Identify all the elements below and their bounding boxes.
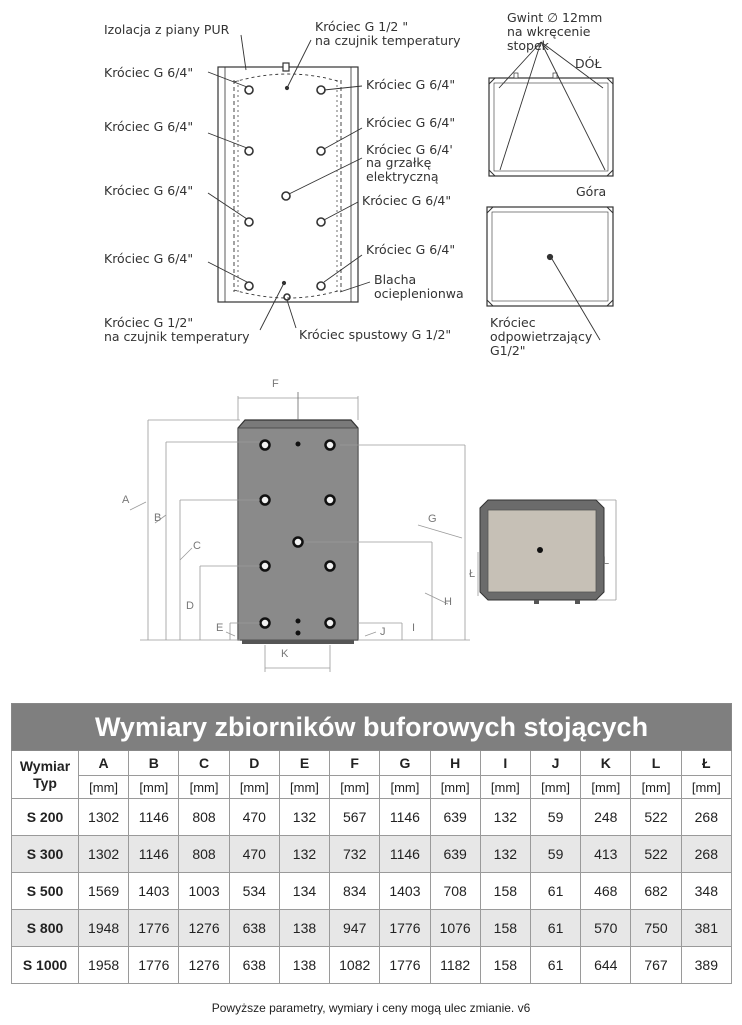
label-vent-2: odpowietrzający [490, 329, 593, 344]
value-cell: 644 [581, 947, 631, 984]
value-cell: 61 [530, 910, 580, 947]
column-header: I [480, 751, 530, 776]
dim-D: D [186, 600, 194, 612]
value-cell: 132 [279, 836, 329, 873]
column-header: K [581, 751, 631, 776]
value-cell: 138 [279, 947, 329, 984]
label-thread-3: stopek [507, 38, 549, 53]
tank-side-top-view [480, 500, 604, 604]
value-cell: 1182 [430, 947, 480, 984]
value-cell: 470 [229, 836, 279, 873]
dim-E: E [216, 622, 224, 634]
value-cell: 132 [480, 799, 530, 836]
value-cell: 1082 [330, 947, 380, 984]
value-cell: 1146 [380, 799, 430, 836]
value-cell: 470 [229, 799, 279, 836]
value-cell: 750 [631, 910, 681, 947]
table-row [12, 799, 732, 836]
unit-cell: [mm] [79, 776, 129, 799]
tank-section-view [208, 35, 370, 330]
unit-cell: [mm] [530, 776, 580, 799]
table-title: Wymiary zbiorników buforowych stojących [12, 704, 732, 751]
value-cell: 732 [330, 836, 380, 873]
unit-cell: [mm] [179, 776, 229, 799]
table-row [12, 947, 732, 984]
value-cell: 248 [581, 799, 631, 836]
label-port-left-3: Króciec G 6/4" [104, 183, 194, 198]
label-port-right-3: Króciec G 6/4" [362, 193, 452, 208]
label-port-right-2: Króciec G 6/4" [366, 115, 456, 130]
value-cell: 381 [681, 910, 731, 947]
corner-cell [12, 751, 79, 799]
value-cell: 1403 [380, 873, 430, 910]
label-sensor-bottom-1: Króciec G 1/2" [104, 315, 194, 330]
table-body [12, 751, 732, 984]
value-cell: 1776 [380, 947, 430, 984]
label-port-right-4: Króciec G 6/4" [366, 242, 456, 257]
value-cell: 1569 [79, 873, 129, 910]
value-cell: 348 [681, 873, 731, 910]
dim-H: H [444, 596, 452, 608]
value-cell: 567 [330, 799, 380, 836]
value-cell: 268 [681, 836, 731, 873]
value-cell: 1276 [179, 947, 229, 984]
label-heater-3: elektryczną [366, 169, 439, 184]
column-header: J [530, 751, 580, 776]
value-cell: 1302 [79, 836, 129, 873]
unit-cell: [mm] [430, 776, 480, 799]
type-cell: S 200 [12, 799, 79, 836]
label-top-view: Góra [576, 184, 607, 199]
label-thread-1: Gwint ∅ 12mm [507, 10, 603, 25]
column-header: B [129, 751, 179, 776]
unit-cell: [mm] [129, 776, 179, 799]
value-cell: 522 [631, 799, 681, 836]
value-cell: 638 [229, 947, 279, 984]
value-cell: 808 [179, 836, 229, 873]
value-cell: 132 [279, 799, 329, 836]
value-cell: 132 [480, 836, 530, 873]
value-cell: 1776 [129, 910, 179, 947]
type-cell: S 800 [12, 910, 79, 947]
label-sensor-top-1: Króciec G 1/2 " [315, 19, 409, 34]
footnote: Powyższe parametry, wymiary i ceny mogą ulec zmianie. v6 [211, 1001, 531, 1015]
corner-label-dimension: Wymiar [19, 757, 71, 774]
value-cell: 1948 [79, 910, 129, 947]
label-sheet-2: ocieplenionwa [374, 286, 464, 301]
type-cell: S 500 [12, 873, 79, 910]
label-port-left-4: Króciec G 6/4" [104, 251, 194, 266]
column-header: A [79, 751, 129, 776]
dim-B: B [154, 512, 162, 524]
column-header: E [279, 751, 329, 776]
dim-G: G [428, 513, 437, 525]
value-cell: 1403 [129, 873, 179, 910]
value-cell: 1958 [79, 947, 129, 984]
unit-cell: [mm] [330, 776, 380, 799]
value-cell: 389 [681, 947, 731, 984]
label-sensor-top-2: na czujnik temperatury [315, 33, 461, 48]
value-cell: 834 [330, 873, 380, 910]
label-bottom-view: DÓŁ [575, 56, 602, 71]
label-heater-1: Króciec G 6/4' [366, 142, 453, 157]
value-cell: 767 [631, 947, 681, 984]
dim-L2: Ł [469, 568, 476, 580]
type-cell: S 300 [12, 836, 79, 873]
value-cell: 1776 [380, 910, 430, 947]
unit-cell: [mm] [480, 776, 530, 799]
label-sheet-1: Blacha [374, 272, 417, 287]
value-cell: 639 [430, 836, 480, 873]
table-row [12, 910, 732, 947]
value-cell: 947 [330, 910, 380, 947]
value-cell: 61 [530, 873, 580, 910]
dimensions-table [11, 703, 732, 984]
column-header: Ł [681, 751, 731, 776]
value-cell: 1146 [380, 836, 430, 873]
value-cell: 570 [581, 910, 631, 947]
type-cell: S 1000 [12, 947, 79, 984]
value-cell: 468 [581, 873, 631, 910]
column-header: F [330, 751, 380, 776]
value-cell: 1146 [129, 799, 179, 836]
value-cell: 1276 [179, 910, 229, 947]
value-cell: 134 [279, 873, 329, 910]
value-cell: 268 [681, 799, 731, 836]
label-port-left-1: Króciec G 6/4" [104, 65, 194, 80]
dim-C: C [193, 540, 201, 552]
value-cell: 158 [480, 873, 530, 910]
label-sensor-bottom-2: na czujnik temperatury [104, 329, 250, 344]
dim-L: L [603, 555, 610, 567]
value-cell: 638 [229, 910, 279, 947]
tank-front-view [238, 420, 358, 644]
dim-J: J [380, 626, 386, 638]
corner-label-type: Typ [33, 774, 57, 791]
value-cell: 522 [631, 836, 681, 873]
column-header: L [631, 751, 681, 776]
unit-cell: [mm] [581, 776, 631, 799]
label-vent-3: G1/2" [490, 343, 526, 358]
value-cell: 1302 [79, 799, 129, 836]
unit-cell: [mm] [631, 776, 681, 799]
dim-K: K [281, 648, 289, 660]
value-cell: 639 [430, 799, 480, 836]
label-insulation: Izolacja z piany PUR [104, 22, 230, 37]
unit-cell: [mm] [380, 776, 430, 799]
label-heater-2: na grzałkę [366, 155, 432, 170]
value-cell: 138 [279, 910, 329, 947]
label-drain: Króciec spustowy G 1/2" [299, 327, 452, 342]
unit-row [12, 776, 732, 799]
value-cell: 158 [480, 910, 530, 947]
label-port-left-2: Króciec G 6/4" [104, 119, 194, 134]
label-thread-2: na wkręcenie [507, 24, 591, 39]
value-cell: 808 [179, 799, 229, 836]
value-cell: 708 [430, 873, 480, 910]
column-header: H [430, 751, 480, 776]
value-cell: 59 [530, 799, 580, 836]
value-cell: 1076 [430, 910, 480, 947]
value-cell: 1146 [129, 836, 179, 873]
unit-cell: [mm] [681, 776, 731, 799]
column-header: G [380, 751, 430, 776]
column-header: D [229, 751, 279, 776]
label-vent-1: Króciec [490, 315, 536, 330]
value-cell: 682 [631, 873, 681, 910]
dim-I: I [412, 622, 416, 634]
header-row [12, 751, 732, 776]
dim-F: F [272, 378, 279, 390]
value-cell: 534 [229, 873, 279, 910]
value-cell: 158 [480, 947, 530, 984]
value-cell: 1003 [179, 873, 229, 910]
column-header: C [179, 751, 229, 776]
value-cell: 61 [530, 947, 580, 984]
unit-cell: [mm] [229, 776, 279, 799]
value-cell: 413 [581, 836, 631, 873]
table-row [12, 836, 732, 873]
dim-A: A [122, 494, 130, 506]
label-port-right-1: Króciec G 6/4" [366, 77, 456, 92]
value-cell: 59 [530, 836, 580, 873]
value-cell: 1776 [129, 947, 179, 984]
table-row [12, 873, 732, 910]
dimensions-table-container [11, 703, 732, 984]
unit-cell: [mm] [279, 776, 329, 799]
